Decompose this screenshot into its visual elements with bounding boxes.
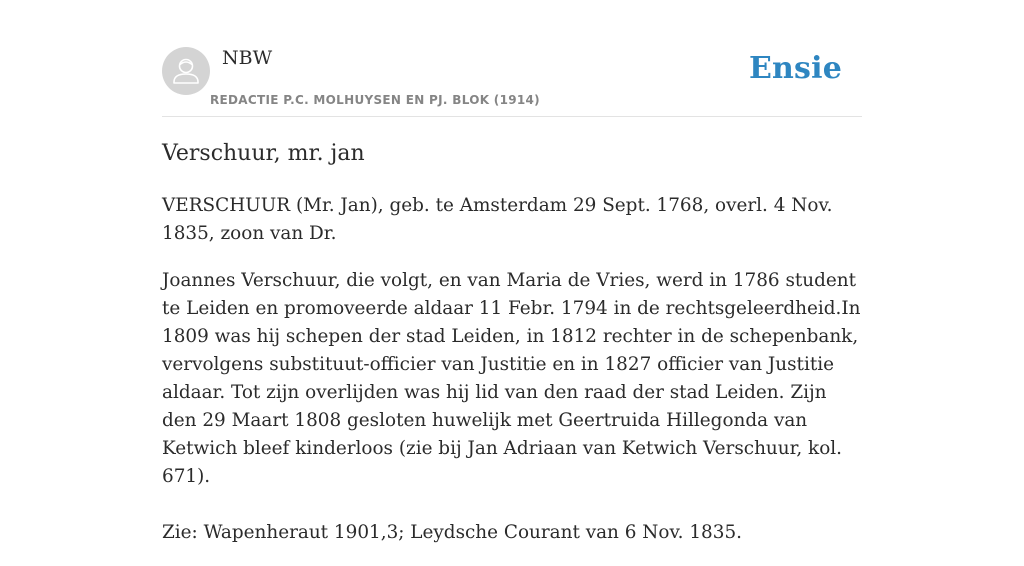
- article-title: Verschuur, mr. jan: [162, 141, 365, 166]
- user-silhouette-icon: [162, 47, 210, 95]
- source-name[interactable]: NBW: [222, 47, 273, 69]
- article-references: Zie: Wapenheraut 1901,3; Leydsche Courant van 6 Nov. 1835.: [162, 522, 743, 543]
- user-avatar-icon[interactable]: [162, 47, 210, 95]
- source-subtitle: REDACTIE P.C. MOLHUYSEN EN PJ. BLOK (1914): [210, 93, 540, 107]
- source-header: [162, 46, 862, 117]
- article-paragraph: Joannes Verschuur, die volgt, en van Maria de Vries, werd in 1786 student te Leiden en promoveerde aldaar 11 Febr. 1794 in de rechtsgeleerdheid.In 1809 was hij schepen der stad Leiden, in 1812 rechter in de schepenbank, vervolgens substituut-officier van Justitie en in 1827 officier van Justitie aldaar. Tot zijn overlijden was hij lid van den raad der stad Leiden. Zijn den 29 Maart 1808 gesloten huwelijk met Geertruida Hillegonda van Ketwich bleef kinderloos (zie bij Jan Adriaan van Ketwich Verschuur, kol. 671).: [162, 270, 861, 487]
- ensie-logo[interactable]: Ensie: [748, 51, 842, 86]
- article-paragraph: VERSCHUUR (Mr. Jan), geb. te Amsterdam 29 Sept. 1768, overl. 4 Nov. 1835, zoon van Dr.: [162, 195, 833, 244]
- article-body: [162, 192, 862, 566]
